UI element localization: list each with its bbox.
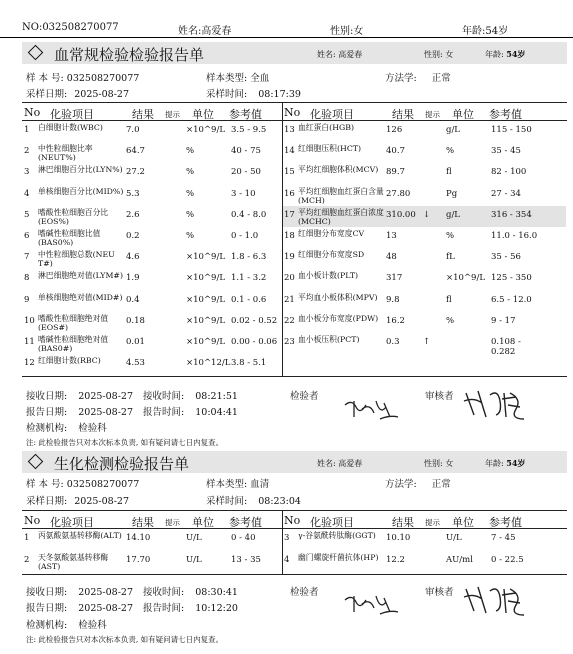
- table-cell-no: 19: [284, 252, 295, 263]
- table-cell-ref: 0.02 - 0.52: [231, 315, 278, 326]
- table-cell-no: 16: [284, 188, 295, 199]
- table-cell-item: 中性粒细胞比率(NEUT%): [38, 144, 93, 163]
- diamond-icon: [28, 45, 44, 61]
- cbc-org: 检测机构: 检验科: [26, 423, 107, 434]
- table-cell-ref: 35 - 45: [491, 146, 521, 157]
- cbc-collect-time: 采样时间: 08:17:39: [206, 89, 301, 100]
- table-cell-result: 10.10: [386, 533, 411, 543]
- table-cell-unit: %: [186, 209, 195, 220]
- table-cell-ref: 3 - 10: [231, 188, 256, 199]
- cbc-sample-type: 样本类型: 全血: [206, 73, 270, 84]
- bio-report-time: 报告时间: 10:12:20: [143, 603, 238, 614]
- table-cell-ref: 115 - 150: [491, 125, 532, 135]
- table-cell-result: 4.6: [126, 252, 140, 263]
- table-cell-ref: 0.1 - 0.6: [231, 294, 267, 305]
- cbc-report-time: 报告时间: 10:04:41: [143, 407, 238, 418]
- column-header-no: No: [24, 106, 41, 119]
- column-header-item: 化验项目: [50, 108, 94, 121]
- table-cell-no: 17: [284, 209, 295, 220]
- cbc-reviewer-label: 审核者: [425, 391, 454, 402]
- table-cell-result: 89.7: [386, 167, 405, 178]
- diamond-icon: [28, 454, 44, 470]
- table-cell-unit: ×10^9/L: [186, 294, 225, 305]
- table-cell-result: 0.3: [386, 337, 400, 347]
- bio-meta-name: 姓名: 高爱春: [317, 459, 363, 468]
- table-cell-result: 310.00: [386, 209, 416, 220]
- table-cell-ref: 3.8 - 5.1: [231, 358, 267, 369]
- table-cell-result: 1.9: [126, 273, 140, 284]
- table-cell-result: 27.80: [386, 188, 411, 199]
- table-cell-result: 4.53: [126, 358, 145, 369]
- table-cell-item: 白细胞计数(WBC): [38, 123, 103, 132]
- reviewer-signature-image: [460, 581, 530, 619]
- table-cell-no: 8: [24, 273, 30, 284]
- table-cell-no: 6: [24, 231, 30, 241]
- patient-header-line: [0, 0, 573, 38]
- table-cell-ref: 11.0 - 16.0: [491, 231, 538, 241]
- table-cell-result: 64.7: [126, 146, 145, 157]
- table-cell-unit: AU/ml: [446, 555, 473, 565]
- table-cell-unit: ×10^9/L: [186, 337, 225, 347]
- column-header-hint: 提示: [165, 110, 180, 119]
- table-cell-ref: 0.108 - 0.282: [491, 337, 521, 357]
- column-header-result: 结果: [132, 516, 154, 529]
- cbc-report-date: 报告日期: 2025-08-27: [26, 407, 134, 418]
- table-cell-no: 7: [24, 252, 30, 263]
- table-cell-ref: 13 - 35: [231, 555, 261, 565]
- table-cell-item: 血红蛋白(HGB): [298, 123, 355, 132]
- column-header-unit: 单位: [192, 516, 214, 529]
- table-cell-item: 单核细胞百分比(MID%): [38, 186, 124, 196]
- bio-sample-no: 样 本 号: 032508270077: [26, 479, 140, 490]
- column-header-no: No: [24, 514, 41, 527]
- bio-collect-time: 采样时间: 08:23:04: [206, 496, 301, 507]
- table-cell-unit: Pg: [446, 188, 458, 199]
- table-cell-no: 2: [24, 555, 30, 565]
- table-cell-result: 5.3: [126, 188, 140, 199]
- table-cell-ref: 316 - 354: [491, 209, 532, 220]
- cbc-collect-date: 采样日期: 2025-08-27: [26, 89, 130, 100]
- table-cell-ref: 0 - 1.0: [231, 231, 259, 241]
- table-cell-result: 13: [386, 231, 397, 241]
- bio-collect-date: 采样日期: 2025-08-27: [26, 496, 130, 507]
- table-cell-ref: 0.4 - 8.0: [231, 209, 267, 220]
- table-cell-unit: %: [446, 231, 455, 241]
- table-cell-item: 红细胞分布宽度CV: [298, 229, 365, 238]
- column-header-item: 化验项目: [310, 516, 354, 529]
- cbc-meta-sex: 性别: 女: [424, 50, 454, 59]
- cbc-report-title: 血常规检验检验报告单: [54, 46, 205, 64]
- table-cell-item: 红细胞压积(HCT): [298, 144, 362, 154]
- table-cell-no: 2: [24, 146, 30, 157]
- table-cell-unit: %: [186, 167, 195, 178]
- table-cell-unit: fL: [446, 252, 455, 263]
- table-cell-result: 2.6: [126, 209, 140, 220]
- table-cell-ref: 9 - 17: [491, 315, 516, 326]
- bio-disclaimer: 注: 此检验报告只对本次标本负责, 如有疑问请七日内复查。: [26, 635, 224, 644]
- cbc-recv-date: 接收日期: 2025-08-27: [26, 391, 134, 402]
- table-cell-no: 14: [284, 146, 295, 157]
- table-cell-ref: 125 - 350: [491, 273, 532, 284]
- table-cell-item: 平均红细胞血红蛋白浓度(MCHC): [298, 207, 384, 226]
- table-cell-unit: g/L: [446, 209, 460, 220]
- table-cell-no: 15: [284, 167, 295, 178]
- bio-recv-date: 接收日期: 2025-08-27: [26, 587, 134, 598]
- column-header-result: 结果: [392, 108, 414, 121]
- table-cell-item: 幽门螺旋杆菌抗体(HP): [298, 553, 379, 562]
- column-header-unit: 单位: [192, 108, 214, 121]
- table-cell-ref: 0 - 22.5: [491, 555, 524, 565]
- table-cell-ref: 0 - 40: [231, 533, 256, 543]
- table-cell-unit: ×10^9/L: [186, 125, 225, 135]
- table-cell-result: 9.8: [386, 294, 400, 305]
- cbc-meta-age: 年龄: 54岁: [485, 49, 526, 59]
- table-cell-unit: %: [186, 146, 195, 157]
- column-header-item: 化验项目: [50, 516, 94, 529]
- table-cell-no: 1: [24, 125, 30, 135]
- table-cell-item: 单核细胞绝对值(MID#): [38, 292, 123, 302]
- table-cell-item: 中性粒细胞总数(NEU T#): [38, 250, 115, 269]
- bio-meta-age: 年龄: 54岁: [485, 458, 526, 468]
- table-cell-result: 317: [386, 273, 403, 284]
- table-cell-item: 嗜碱性粒细胞比值(BAS0%): [38, 229, 101, 247]
- table-cell-ref: 0.00 - 0.06: [231, 337, 278, 347]
- table-cell-result: 7.0: [126, 125, 140, 135]
- table-cell-item: 嗜碱性粒细胞绝对值(BAS0#): [38, 335, 109, 353]
- table-cell-ref: 1.8 - 6.3: [231, 252, 267, 263]
- table-cell-result: 40.7: [386, 146, 405, 157]
- table-cell-result: 16.2: [386, 315, 405, 326]
- table-cell-unit: %: [446, 315, 455, 326]
- reviewer-signature-image: [460, 385, 530, 423]
- table-cell-no: 5: [24, 209, 30, 220]
- table-cell-item: 嗜酸性粒细胞百分比(EOS%): [38, 207, 109, 226]
- column-header-hint: 提示: [425, 110, 440, 119]
- table-cell-item: 淋巴细胞百分比(LYN%): [38, 165, 123, 175]
- table-cell-hint: ↓: [423, 209, 431, 220]
- column-header-unit: 单位: [452, 108, 474, 121]
- bio-report-title-band: [22, 451, 567, 473]
- column-header-ref: 参考值: [229, 108, 262, 121]
- table-cell-unit: U/L: [186, 533, 202, 543]
- bio-tester-label: 检验者: [290, 587, 319, 598]
- table-cell-unit: g/L: [446, 125, 460, 135]
- table-cell-result: 0.01: [126, 337, 145, 347]
- table-cell-unit: U/L: [186, 555, 202, 565]
- table-cell-item: 红细胞分布宽度SD: [298, 250, 365, 260]
- table-cell-unit: ×10^9/L: [186, 252, 225, 263]
- column-header-hint: 提示: [425, 518, 440, 527]
- table-cell-no: 10: [24, 315, 35, 326]
- table-cell-item: 红细胞计数(RBC): [38, 356, 101, 366]
- table-cell-item: 平均血小板体积(MPV): [298, 292, 378, 302]
- table-cell-no: 4: [24, 188, 30, 199]
- column-header-ref: 参考值: [489, 108, 522, 121]
- table-cell-result: 12.2: [386, 555, 405, 565]
- table-cell-result: 48: [386, 252, 397, 263]
- patient-name: 姓名:高爱春: [178, 26, 232, 37]
- table-cell-unit: fl: [446, 294, 452, 305]
- table-cell-hint: ↑: [423, 337, 431, 347]
- table-cell-item: γ-谷氨酰转肽酶(GGT): [298, 531, 376, 540]
- column-header-ref: 参考值: [489, 516, 522, 529]
- cbc-recv-time: 接收时间: 08:21:51: [143, 391, 238, 402]
- column-header-ref: 参考值: [229, 516, 262, 529]
- table-cell-no: 23: [284, 337, 295, 347]
- table-cell-item: 血小板计数(PLT): [298, 271, 359, 281]
- table-cell-result: 27.2: [126, 167, 145, 178]
- table-cell-no: 4: [284, 555, 290, 565]
- table-cell-item: 血小板分布宽度(PDW): [298, 313, 379, 323]
- table-cell-result: 0.18: [126, 315, 145, 326]
- table-cell-ref: 1.1 - 3.2: [231, 273, 267, 284]
- column-header-hint: 提示: [165, 518, 180, 527]
- column-header-result: 结果: [132, 108, 154, 121]
- table-cell-unit: %: [446, 146, 455, 157]
- table-cell-no: 3: [24, 167, 30, 178]
- tester-signature-image: [340, 395, 400, 423]
- table-cell-item: 丙氨酸氨基转移酶(ALT): [38, 531, 122, 540]
- table-cell-no: 21: [284, 294, 295, 305]
- column-header-no: No: [284, 514, 301, 527]
- table-cell-unit: fl: [446, 167, 452, 178]
- table-cell-unit: ×10^12/L: [186, 358, 231, 369]
- table-cell-result: 0.4: [126, 294, 140, 305]
- table-cell-unit: %: [186, 231, 195, 241]
- table-cell-item: 天冬氨酸氨基转移酶(AST): [38, 553, 109, 571]
- table-cell-no: 20: [284, 273, 295, 284]
- table-cell-ref: 20 - 50: [231, 167, 261, 178]
- table-cell-no: 1: [24, 533, 30, 543]
- table-cell-item: 平均红细胞体积(MCV): [298, 165, 379, 175]
- table-cell-no: 22: [284, 315, 295, 326]
- table-cell-no: 3: [284, 533, 290, 543]
- table-cell-no: 11: [24, 337, 35, 347]
- column-header-result: 结果: [392, 516, 414, 529]
- table-cell-no: 13: [284, 125, 295, 135]
- column-header-unit: 单位: [452, 516, 474, 529]
- table-cell-unit: U/L: [446, 533, 462, 543]
- table-cell-no: 18: [284, 231, 295, 241]
- table-cell-ref: 6.5 - 12.0: [491, 294, 532, 305]
- table-cell-ref: 82 - 100: [491, 167, 527, 178]
- patient-sex: 性别:女: [330, 26, 364, 37]
- table-cell-item: 嗜酸性粒细胞绝对值(EOS#): [38, 313, 109, 332]
- table-cell-no: 12: [24, 358, 35, 369]
- table-cell-item: 淋巴细胞绝对值(LYM#): [38, 271, 124, 281]
- table-cell-ref: 27 - 34: [491, 188, 521, 199]
- table-cell-result: 14.10: [126, 533, 151, 543]
- table-cell-item: 平均红细胞血红蛋白含量(MCH): [298, 186, 384, 205]
- table-cell-ref: 40 - 75: [231, 146, 261, 157]
- bio-report-date: 报告日期: 2025-08-27: [26, 603, 134, 614]
- bio-org: 检测机构: 检验科: [26, 620, 107, 631]
- cbc-disclaimer: 注: 此检验报告只对本次标本负责, 如有疑问请七日内复查。: [26, 438, 224, 447]
- cbc-meta-name: 姓名: 高爱春: [317, 50, 363, 59]
- bio-reviewer-label: 审核者: [425, 587, 454, 598]
- bio-recv-time: 接收时间: 08:30:41: [143, 587, 238, 598]
- table-cell-item: 血小板压积(PCT): [298, 335, 360, 344]
- patient-age: 年龄:54岁: [462, 26, 509, 37]
- table-cell-unit: ×10^9/L: [446, 273, 485, 284]
- bio-method: 方法学: 正常: [385, 479, 451, 490]
- column-header-no: No: [284, 106, 301, 119]
- table-cell-ref: 7 - 45: [491, 533, 516, 543]
- column-header-item: 化验项目: [310, 108, 354, 121]
- bio-sample-type: 样本类型: 血清: [206, 479, 270, 490]
- tester-signature-image: [340, 590, 400, 618]
- table-cell-no: 9: [24, 294, 30, 305]
- table-cell-unit: ×10^9/L: [186, 273, 225, 284]
- cbc-sample-no: 样 本 号: 032508270077: [26, 73, 140, 84]
- table-cell-result: 126: [386, 125, 403, 135]
- bio-report-title: 生化检测检验报告单: [54, 455, 190, 473]
- table-cell-unit: %: [186, 188, 195, 199]
- table-cell-result: 0.2: [126, 231, 140, 241]
- table-cell-result: 17.70: [126, 555, 151, 565]
- cbc-report-title-band: [22, 42, 567, 64]
- cbc-method: 方法学: 正常: [385, 73, 451, 84]
- table-cell-unit: ×10^9/L: [186, 315, 225, 326]
- table-cell-ref: 3.5 - 9.5: [231, 125, 267, 135]
- table-cell-ref: 35 - 56: [491, 252, 521, 263]
- cbc-tester-label: 检验者: [290, 391, 319, 402]
- report-number: NO:032508270077: [22, 22, 119, 33]
- bio-meta-sex: 性别: 女: [424, 459, 454, 468]
